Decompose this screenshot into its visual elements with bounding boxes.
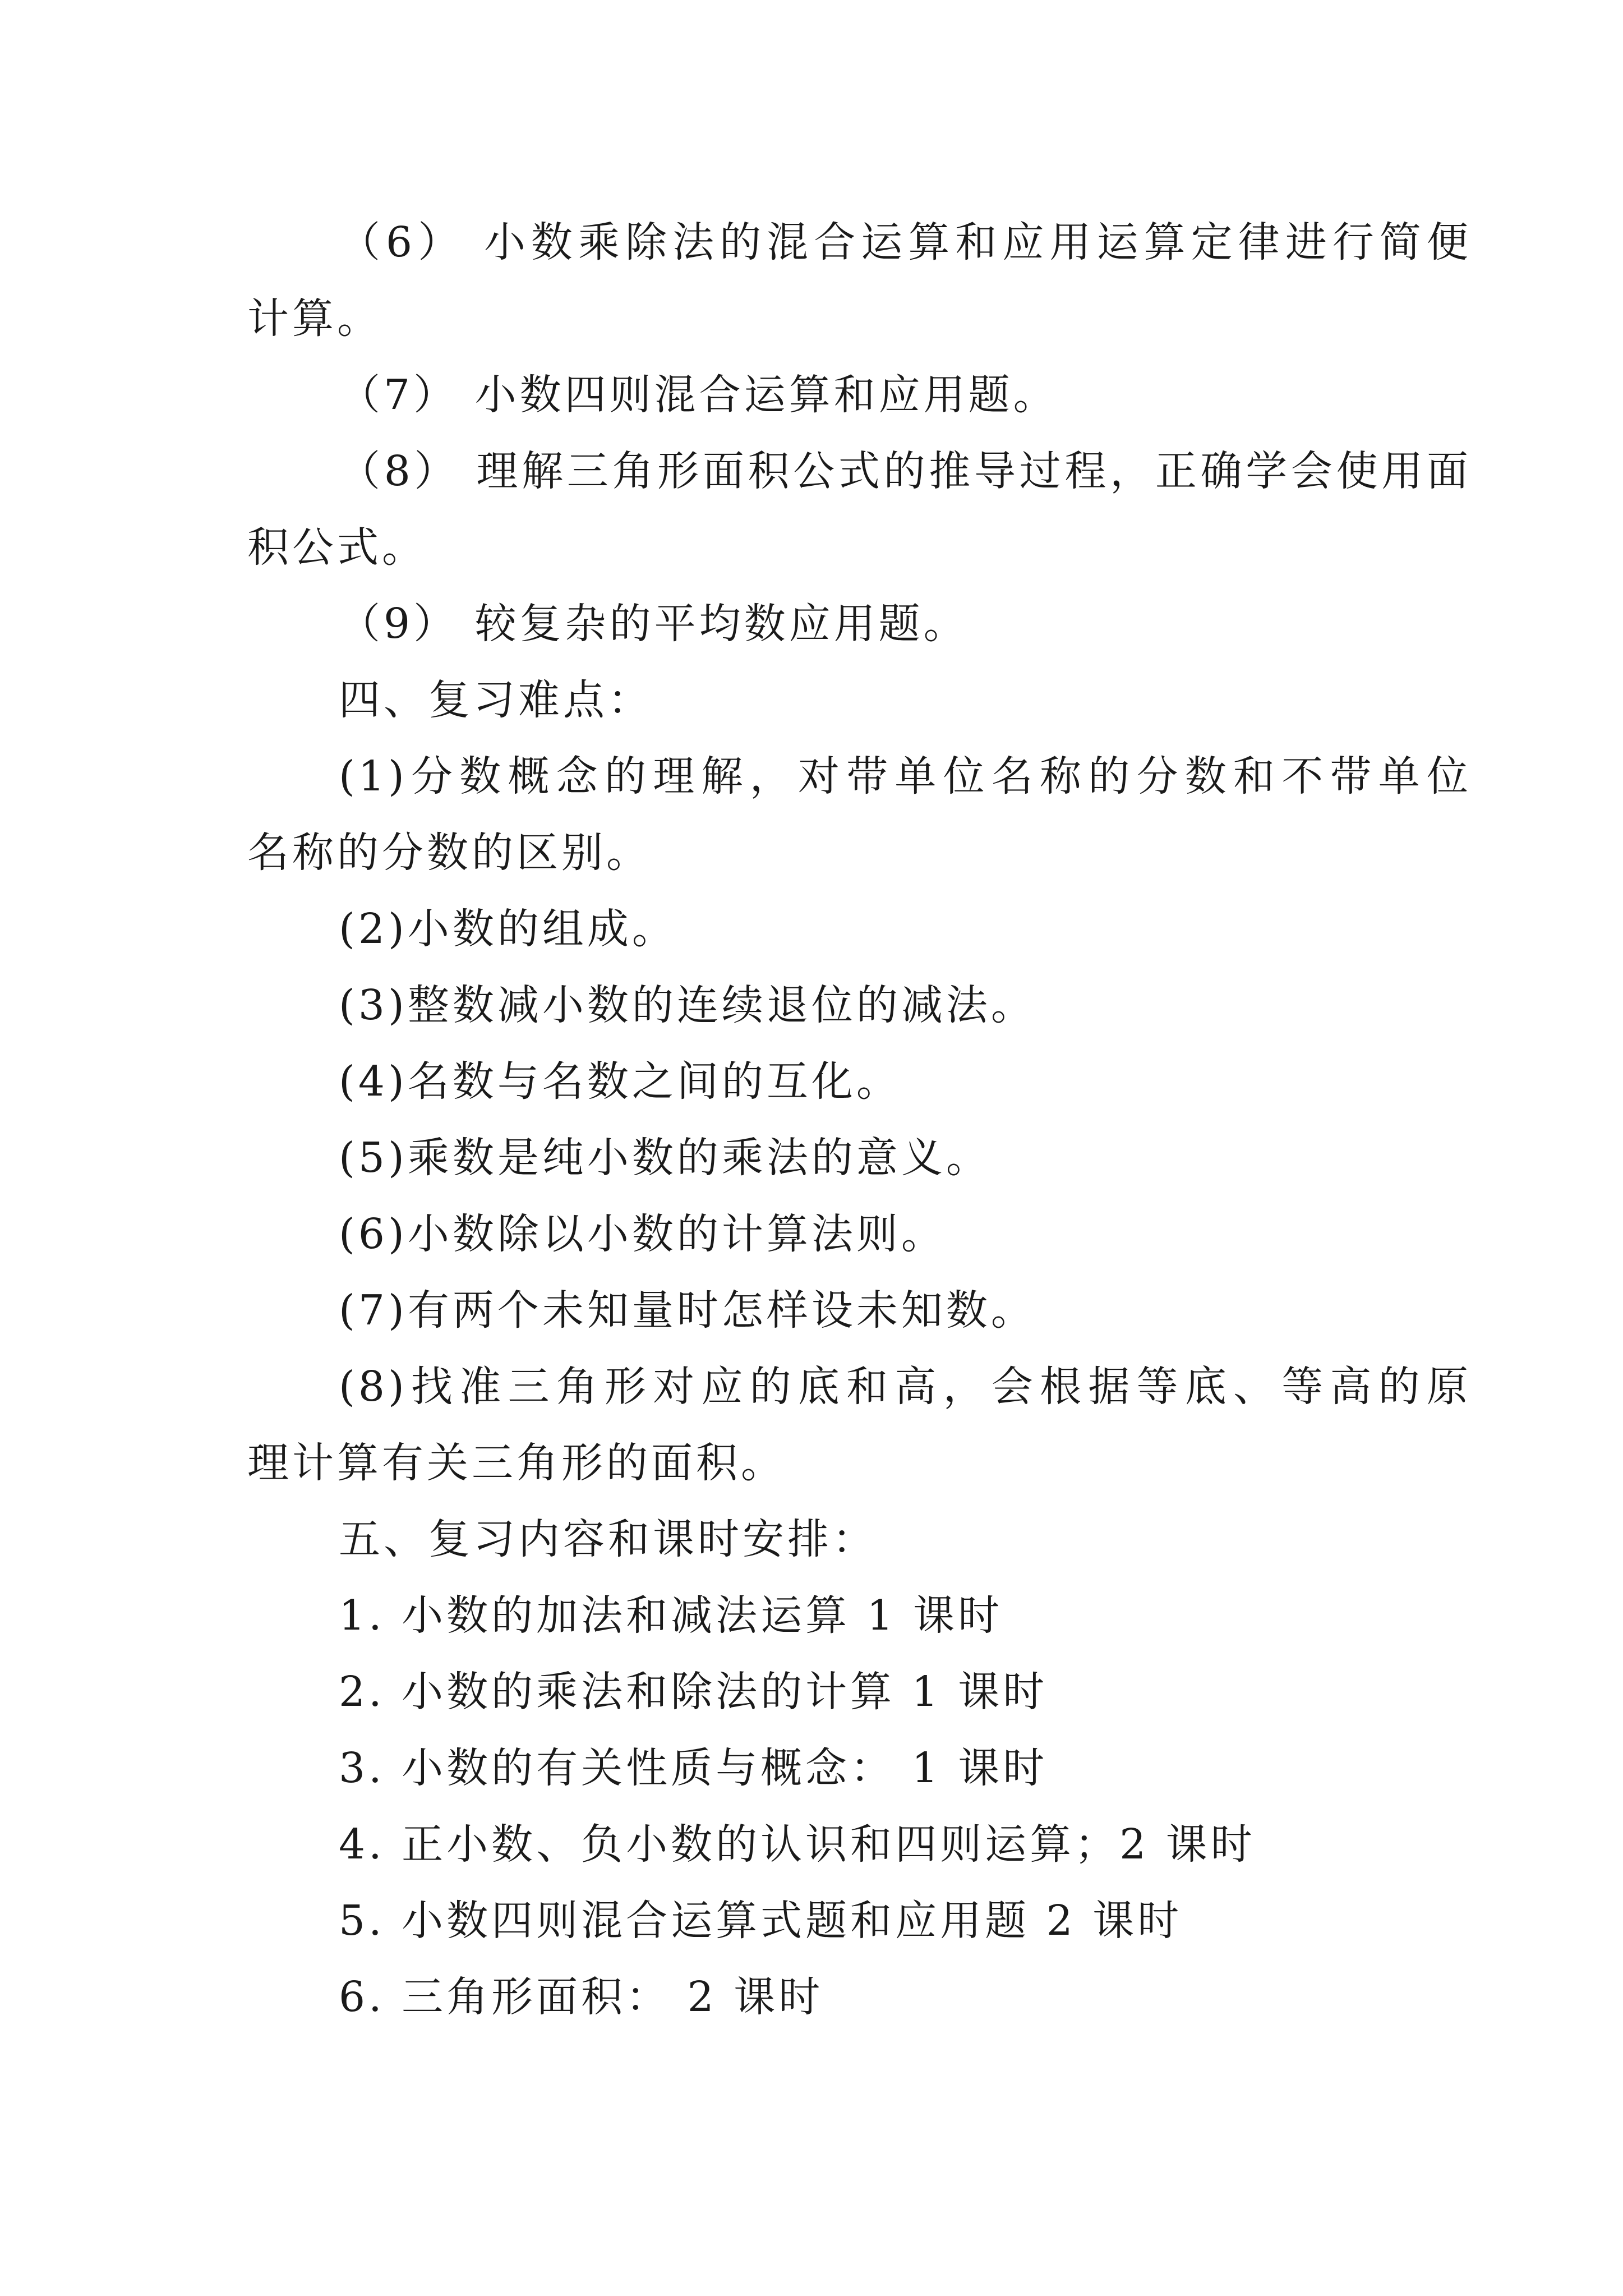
text-line: (1)分数概念的理解，对带单位名称的分数和不带单位 — [339, 752, 1472, 800]
section-heading: 四、复习难点： — [339, 676, 653, 724]
schedule-item: 6. 三角形面积： 2 课时 — [339, 1973, 824, 2021]
schedule-item: 5. 小数四则混合运算式题和应用题 2 课时 — [339, 1897, 1183, 1945]
text-line: (7)有两个未知量时怎样设未知数。 — [339, 1286, 1036, 1335]
text-line: (2)小数的组成。 — [339, 905, 677, 953]
text-line: （8） 理解三角形面积公式的推导过程，正确学会使用面 — [339, 447, 1472, 495]
text-line: （9） 较复杂的平均数应用题。 — [339, 600, 969, 648]
text-line: （6） 小数乘除法的混合运算和应用运算定律进行简便 — [339, 218, 1472, 266]
text-line: (4)名数与名数之间的互化。 — [339, 1057, 901, 1106]
text-line: 理计算有关三角形的面积。 — [247, 1439, 786, 1487]
schedule-item: 2. 小数的乘法和除法的计算 1 课时 — [339, 1668, 1048, 1716]
text-line: 积公式。 — [247, 523, 427, 572]
text-line: 名称的分数的区别。 — [247, 829, 651, 877]
text-line: (6)小数除以小数的计算法则。 — [339, 1210, 946, 1258]
section-heading: 五、复习内容和课时安排： — [339, 1515, 877, 1563]
text-line: (5)乘数是纯小数的乘法的意义。 — [339, 1134, 991, 1182]
schedule-item: 1. 小数的加法和减法运算 1 课时 — [339, 1591, 1003, 1640]
text-line: (8)找准三角形对应的底和高，会根据等底、等高的原 — [339, 1363, 1472, 1411]
schedule-item: 3. 小数的有关性质与概念： 1 课时 — [339, 1744, 1048, 1792]
schedule-item: 4. 正小数、负小数的认识和四则运算；2 课时 — [339, 1820, 1256, 1869]
text-line: (3)整数减小数的连续退位的减法。 — [339, 981, 1036, 1029]
text-line: （7） 小数四则混合运算和应用题。 — [339, 371, 1058, 419]
text-line: 计算。 — [247, 295, 382, 343]
